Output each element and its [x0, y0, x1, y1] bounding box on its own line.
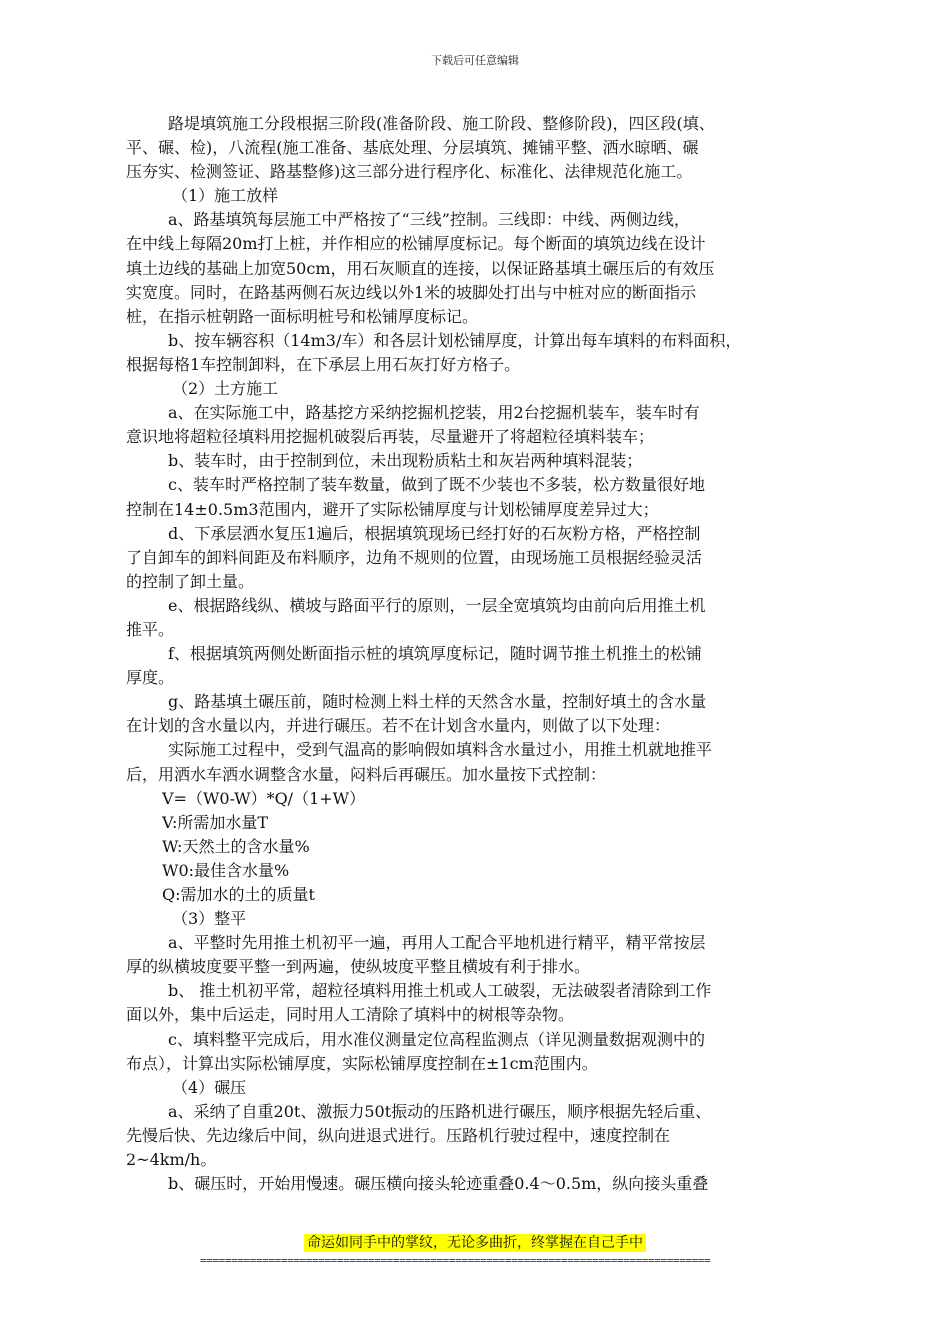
text-line: 路堤填筑施工分段根据三阶段(准备阶段、施工阶段、整修阶段)，四区段(填、: [168, 114, 715, 133]
text-line: 在中线上每隔20m打上桩，并作相应的松铺厚度标记。每个断面的填筑边线在设计: [126, 234, 706, 254]
text-line: b、装车时，由于控制到位，未出现粉质粘土和灰岩两种填料混装；: [168, 451, 643, 471]
text-line: 2~4km/h。: [126, 1150, 217, 1170]
text-line: b、 推土机初平常，超粒径填料用推土机或人工破裂，无法破裂者清除到工作: [168, 981, 712, 1001]
text-line: W:天然土的含水量%: [162, 836, 310, 856]
text-line: 厚度。: [126, 668, 175, 688]
page-footer: [0, 1232, 950, 1252]
text-line: 的控制了卸土量。: [126, 571, 255, 591]
text-line: 控制在14±0.5m3范围内，避开了实际松铺厚度与计划松铺厚度差异过大；: [126, 499, 659, 519]
text-line: V:所需加水量T: [162, 812, 269, 832]
text-line: （3）整平: [172, 909, 247, 929]
text-line: a、平整时先用推土机初平一遍，再用人工配合平地机进行精平，精平常按层: [168, 933, 706, 953]
text-line: 厚的纵横坡度要平整一到两遍，使纵坡度平整且横坡有利于排水。: [126, 957, 591, 977]
text-line: 实宽度。同时，在路基两侧石灰边线以外1米的坡脚处打出与中桩对应的断面指示: [126, 282, 697, 302]
text-line: a、在实际施工中，路基挖方采纳挖掘机挖装，用2台挖掘机装车，装车时有: [168, 403, 700, 423]
text-line: 实际施工过程中，受到气温高的影响假如填料含水量过小，用推土机就地推平: [168, 740, 713, 760]
text-line: 后，用洒水车洒水调整含水量，闷料后再碾压。加水量按下式控制：: [126, 764, 607, 784]
text-line: e、根据路线纵、横坡与路面平行的原则，一层全宽填筑均由前向后用推土机: [168, 595, 706, 615]
text-line: （2）土方施工: [172, 379, 279, 399]
text-line: d、下承层洒水复压1遍后，根据填筑现场已经打好的石灰粉方格，严格控制: [168, 523, 701, 543]
text-line: 先慢后快、先边缘后中间，纵向进退式进行。压路机行驶过程中，速度控制在: [126, 1125, 671, 1145]
text-line: 布点），计算出实际松铺厚度，实际松铺厚度控制在±1cm范围内。: [126, 1053, 598, 1073]
text-line: b、按车辆容积（14m3/车）和各层计划松铺厚度，计算出每车填料的布料面积，: [168, 330, 742, 350]
text-line: 平、碾、检)，八流程(施工准备、基底处理、分层填筑、摊铺平整、洒水晾晒、碾: [126, 138, 699, 158]
text-line: c、装车时严格控制了装车数量，做到了既不少装也不多装，松方数量很好地: [168, 475, 705, 495]
text-line: 在计划的含水量以内，并进行碾压。若不在计划含水量内，则做了以下处理：: [126, 716, 671, 736]
text-line: g、路基填土碾压前，随时检测上料土样的天然含水量，控制好填土的含水量: [168, 692, 707, 712]
text-line: 了自卸车的卸料间距及布料顺序，边角不规则的位置，由现场施工员根据经验灵活: [126, 547, 703, 567]
text-line: 压夯实、检测签证、路基整修)这三部分进行程序化、标准化、法律规范化施工。: [126, 162, 693, 182]
text-line: （1）施工放样: [172, 186, 279, 206]
text-line: W0:最佳含水量%: [162, 860, 290, 880]
text-line: 根据每格1车控制卸料，在下承层上用石灰打好方格子。: [126, 354, 521, 374]
page-header: 下载后可任意编辑: [431, 54, 519, 67]
text-line: 桩，在指示桩朝路一面标明桩号和松铺厚度标记。: [126, 306, 479, 326]
text-line: 面以外，集中后运走，同时用人工清除了填料中的树根等杂物。: [126, 1005, 575, 1025]
text-line: f、根据填筑两侧处断面指示桩的填筑厚度标记，随时调节推土机推土的松铺: [168, 644, 702, 664]
document-body: [126, 112, 826, 1196]
text-line: Q:需加水的土的质量t: [162, 885, 315, 904]
text-line: a、路基填筑每层施工中严格按了“三线”控制。三线即：中线、两侧边线，: [168, 210, 690, 230]
text-line: （4）碾压: [172, 1077, 247, 1097]
text-line: V=（W0-W）*Q/（1+W）: [162, 788, 366, 808]
text-line: 推平。: [126, 619, 175, 639]
text-line: 意识地将超粒径填料用挖掘机破裂后再装，尽量避开了将超粒径填料装车；: [126, 427, 655, 447]
text-line: c、填料整平完成后，用水准仪测量定位高程监测点（详见测量数据观测中的: [168, 1029, 705, 1049]
text-line: b、碾压时，开始用慢速。碾压横向接头轮迹重叠0.4～0.5m，纵向接头重叠: [168, 1174, 709, 1194]
text-line: a、采纳了自重20t、激振力50t振动的压路机进行碾压，顺序根据先轻后重、: [168, 1101, 712, 1121]
footer-slogan: 命运如同手中的掌纹，无论多曲折，终掌握在自己手中: [304, 1234, 646, 1252]
text-line: 填土边线的基础上加宽50cm，用石灰顺直的连接，以保证路基填土碾压后的有效压: [126, 258, 715, 278]
footer-divider: ==================================================================================: [200, 1254, 711, 1267]
